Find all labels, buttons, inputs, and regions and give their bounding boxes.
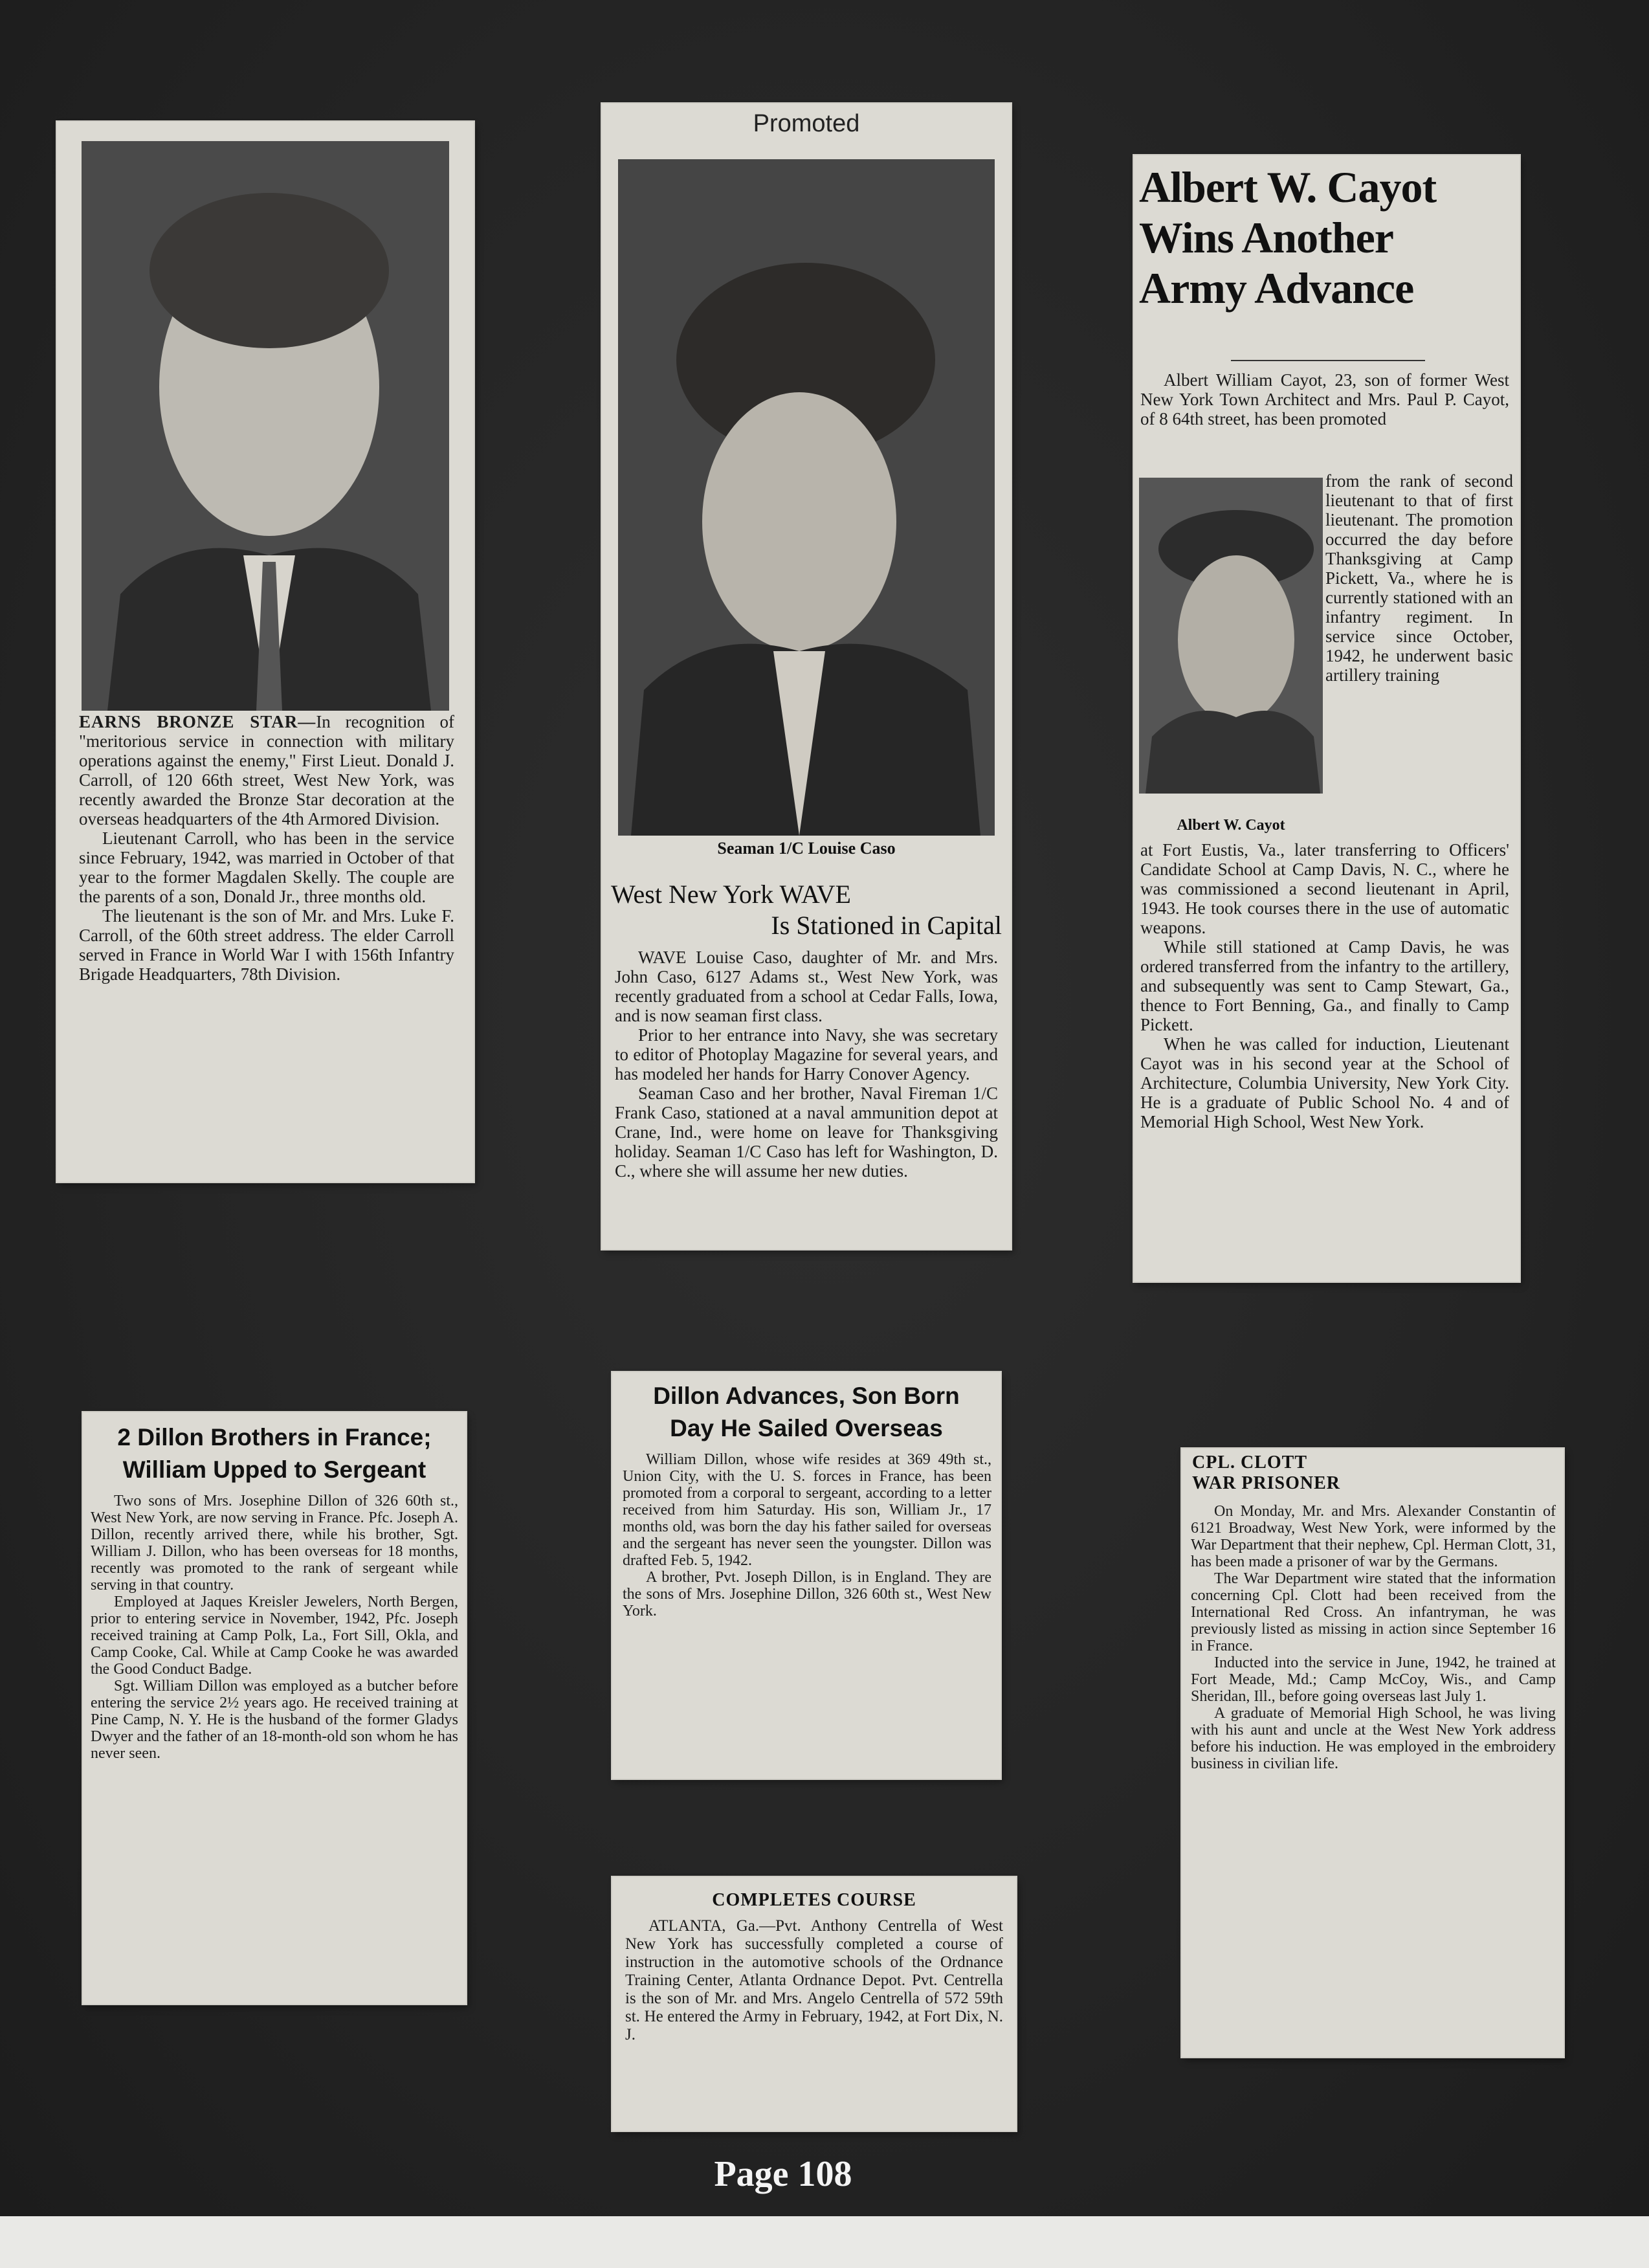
paragraph: William Dillon, whose wife resides at 369 49th st., Union City, with the U. S. forces in France, has been promoted from a corporal to sergeant, according to a letter received from him Saturday. His son, William Jr., 17 months old, was born the day his father sailed for overseas and the sergeant has never seen the youngster. Dillon was drafted Feb. 5, 1942. (623, 1451, 991, 1569)
article-dillon-brothers (91, 1493, 458, 1762)
headline-cayot: Albert W. Cayot Wins Another Army Advance (1139, 162, 1437, 313)
caption-cayot: Albert W. Cayot (1177, 817, 1285, 834)
paragraph: Inducted into the service in June, 1942, he trained at Fort Meade, Md.; Camp McCoy, Wis., and Camp Sheridan, Ill., before going overseas last July 1. (1191, 1654, 1556, 1705)
paragraph: Seaman Caso and her brother, Naval Fireman 1/C Frank Caso, stationed at a naval ammunition depot at Crane, Ind., were home on leave for Thanksgiving holiday. Seaman 1/C Caso has left for Washington, D. C., where she will assume her new duties. (615, 1084, 998, 1181)
clipping-clott (1182, 1449, 1564, 2057)
paragraph: from the rank of second lieutenant to that of first lieutenant. The promotion occurred the day before Thanksgiving at Camp Pickett, Va., where he is currently stationed with an infantry regiment. In service since October, 1942, he underwent basic artillery training (1325, 471, 1513, 685)
paragraph: The War Department wire stated that the information concerning Cpl. Clott had been received from the International Red Cross. An infantryman, he was previously listed as missing in action since September 16 in France. (1191, 1570, 1556, 1654)
article-clott (1191, 1503, 1556, 1772)
divider (1231, 360, 1425, 361)
paragraph: Lieutenant Carroll, who has been in the service since February, 1942, was married in October of that year to the former Magdalen Skelly. The couple are the parents of a son, Donald Jr., three months old. (79, 828, 454, 906)
paragraph: ATLANTA, Ga.—Pvt. Anthony Centrella of West New York has successfully completed a course of instruction in the automotive schools of the Ordnance Training Center, Atlanta Ordnance Depot. Pvt. Centrella is the son of Mr. and Mrs. Angelo Centrella of 572 59th st. He entered the Army in February, 1942, at Fort Dix, N. J. (625, 1917, 1003, 2043)
headline-earns-bronze-star: EARNS BRONZE STAR— (79, 712, 316, 731)
clipping-dillon-advances (612, 1372, 1001, 1779)
paragraph: The lieutenant is the son of Mr. and Mrs. Luke F. Carroll, of the 60th street address. The elder Carroll served in France in World War I with 156th Infantry Brigade Headquarters, 78th Division. (79, 906, 454, 984)
article-carroll (79, 712, 454, 984)
clipping-caso (602, 104, 1011, 1249)
caption-caso: Seaman 1/C Louise Caso (717, 839, 896, 858)
paragraph: Sgt. William Dillon was employed as a butcher before entering the service 2½ years ago. He received training at Pine Camp, N. Y. He is the husband of the former Gladys Dwyer and the father of an 18-month-old son whom he has never seen. (91, 1678, 458, 1762)
paragraph: When he was called for induction, Lieutenant Cayot was in his second year at the School of Architecture, Columbia University, New York City. He is a graduate of Public School No. 4 and of Memorial High School, West New York. (1140, 1034, 1509, 1131)
portrait-carroll (82, 141, 449, 711)
paragraph: Two sons of Mrs. Josephine Dillon of 326 60th st., West New York, are now serving in France. Pfc. Joseph A. Dillon, recently arrived there, while his brother, Sgt. William J. Dillon, who has been overseas for 18 months, recently was promoted to the rank of sergeant while serving in that country. (91, 1493, 458, 1594)
paragraph: A brother, Pvt. Joseph Dillon, is in England. They are the sons of Mrs. Josephine Dillon, 326 60th st., West New York. (623, 1569, 991, 1619)
paragraph: Albert William Cayot, 23, son of former West New York Town Architect and Mrs. Paul P. Cayot, of 8 64th street, has been promoted (1140, 370, 1509, 428)
paragraph: at Fort Eustis, Va., later transferring to Officers' Candidate School at Camp Davis, N. C., where he was commissioned a second lieutenant in April, 1943. He took courses there in the use of automatic weapons. (1140, 840, 1509, 937)
headline-clott: CPL. CLOTT WAR PRISONER (1192, 1452, 1341, 1493)
paragraph: While still stationed at Camp Davis, he was ordered transferred from the infantry to the artillery, and subsequently was sent to Camp Stewart, Ga., thence to Fort Benning, Ga., and finally to Camp Pickett. (1140, 937, 1509, 1034)
article-cayot-rest (1140, 840, 1509, 1131)
article-dillon-advances (623, 1451, 991, 1619)
headline-dillon-brothers: 2 Dillon Brothers in France; William Upped to Sergeant (117, 1424, 432, 1483)
paragraph: A graduate of Memorial High School, he was living with his aunt and uncle at the West New York address before his induction. He was employed in the embroidery business in civilian life. (1191, 1705, 1556, 1772)
portrait-cayot (1139, 478, 1323, 794)
clipping-cayot (1134, 155, 1520, 1282)
headline-caso: West New York WAVE Is Stationed in Capital (611, 880, 1002, 940)
article-cayot-intro (1140, 370, 1509, 428)
clipping-centrella (612, 1877, 1016, 2131)
portrait-caso (618, 159, 995, 836)
headline-completes-course: COMPLETES COURSE (712, 1890, 916, 1910)
clipping-carroll (57, 122, 474, 1182)
paragraph: On Monday, Mr. and Mrs. Alexander Constantin of 6121 Broadway, West New York, were informed by the War Department that their nephew, Cpl. Herman Clott, 31, has been made a prisoner of war by the Germans. (1191, 1503, 1556, 1570)
scan-margin (0, 2216, 1649, 2268)
paragraph: Employed at Jaques Kreisler Jewelers, North Bergen, prior to entering service in November, 1942, Pfc. Joseph received training at Camp Polk, La., Fort Sill, Okla, and Camp Cooke, Cal. While at Camp Cooke he was awarded the Good Conduct Badge. (91, 1594, 458, 1678)
article-centrella (625, 1917, 1003, 2044)
paragraph: In recognition of "meritorious service in connection with military operations against the enemy," First Lieut. Donald J. Carroll, of 120 66th street, West New York, was recently awarded the Bronze Star decoration at the overseas headquarters of the 4th Armored Division. (79, 712, 454, 828)
clipping-dillon-brothers (83, 1412, 466, 2004)
headline-dillon-advances: Dillon Advances, Son Born Day He Sailed Overseas (653, 1383, 960, 1441)
article-caso (615, 948, 998, 1181)
page-number: Page 108 (714, 2154, 852, 2194)
kicker-promoted: Promoted (753, 110, 860, 137)
paragraph: WAVE Louise Caso, daughter of Mr. and Mrs. John Caso, 6127 Adams st., West New York, was recently graduated from a school at Cedar Falls, Iowa, and is now seaman first class. (615, 948, 998, 1025)
article-cayot-side (1325, 471, 1513, 685)
paragraph: Prior to her entrance into Navy, she was secretary to editor of Photoplay Magazine for several years, and has modeled her hands for Harry Conover Agency. (615, 1025, 998, 1084)
